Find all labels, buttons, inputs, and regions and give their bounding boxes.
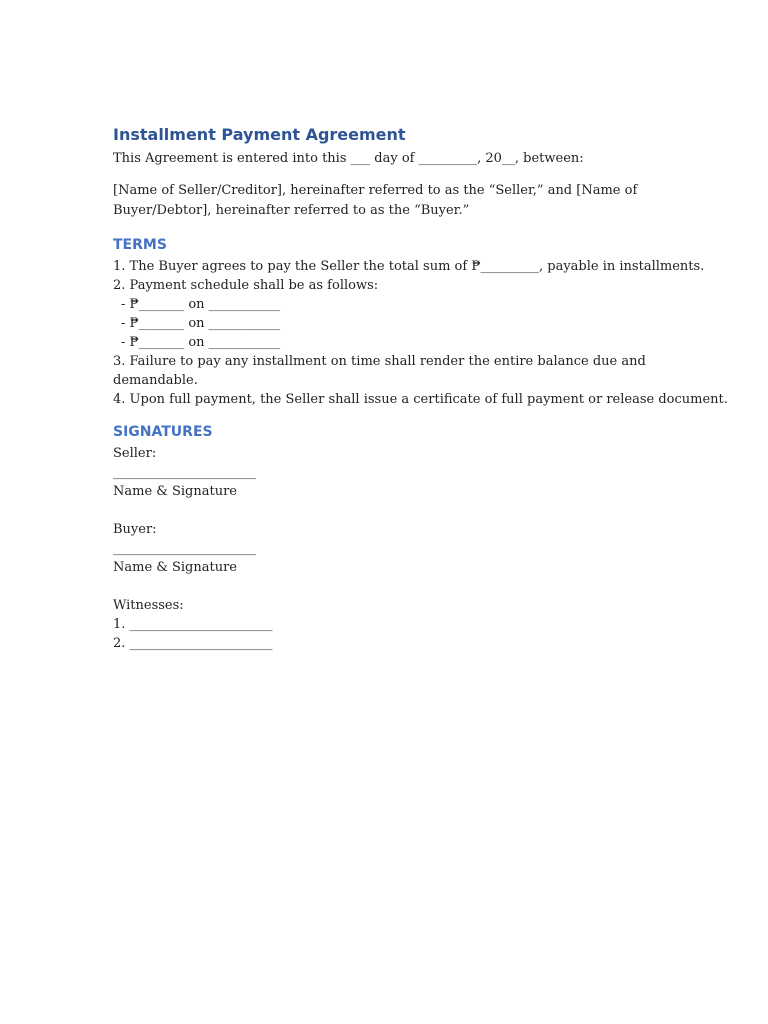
seller-label: Seller: — [113, 446, 157, 461]
schedule-item-3: - ₱_______ on ___________ — [121, 335, 281, 350]
seller-signature-line: ______________________ — [113, 465, 256, 480]
witness-line-2: 2. ______________________ — [113, 636, 273, 651]
term-item-3-line-1: 3. Failure to pay any installment on time shall render the entire balance due and — [113, 354, 646, 369]
document-title: Installment Payment Agreement — [113, 125, 406, 144]
signatures-heading: SIGNATURES — [113, 424, 213, 440]
term-item-1: 1. The Buyer agrees to pay the Seller the total sum of ₱_________, payable in installments. — [113, 259, 705, 274]
term-item-2: 2. Payment schedule shall be as follows: — [113, 278, 379, 293]
schedule-item-2: - ₱_______ on ___________ — [121, 316, 281, 331]
buyer-signature-line: ______________________ — [113, 541, 256, 556]
witnesses-label: Witnesses: — [113, 598, 184, 613]
buyer-label: Buyer: — [113, 522, 157, 537]
parties-line-2: Buyer/Debtor], hereinafter referred to as the “Buyer.” — [113, 203, 470, 218]
term-item-3-line-2: demandable. — [113, 373, 198, 388]
intro-line: This Agreement is entered into this ___ day of _________, 20__, between: — [113, 151, 584, 166]
buyer-signature-caption: Name & Signature — [113, 560, 237, 575]
seller-signature-caption: Name & Signature — [113, 484, 237, 499]
schedule-item-1: - ₱_______ on ___________ — [121, 297, 281, 312]
document-page — [113, 124, 728, 653]
term-item-4: 4. Upon full payment, the Seller shall issue a certificate of full payment or release document. — [113, 392, 728, 407]
parties-line-1: [Name of Seller/Creditor], hereinafter referred to as the “Seller,” and [Name of — [113, 183, 638, 198]
terms-heading: TERMS — [113, 237, 167, 253]
witness-line-1: 1. ______________________ — [113, 617, 273, 632]
